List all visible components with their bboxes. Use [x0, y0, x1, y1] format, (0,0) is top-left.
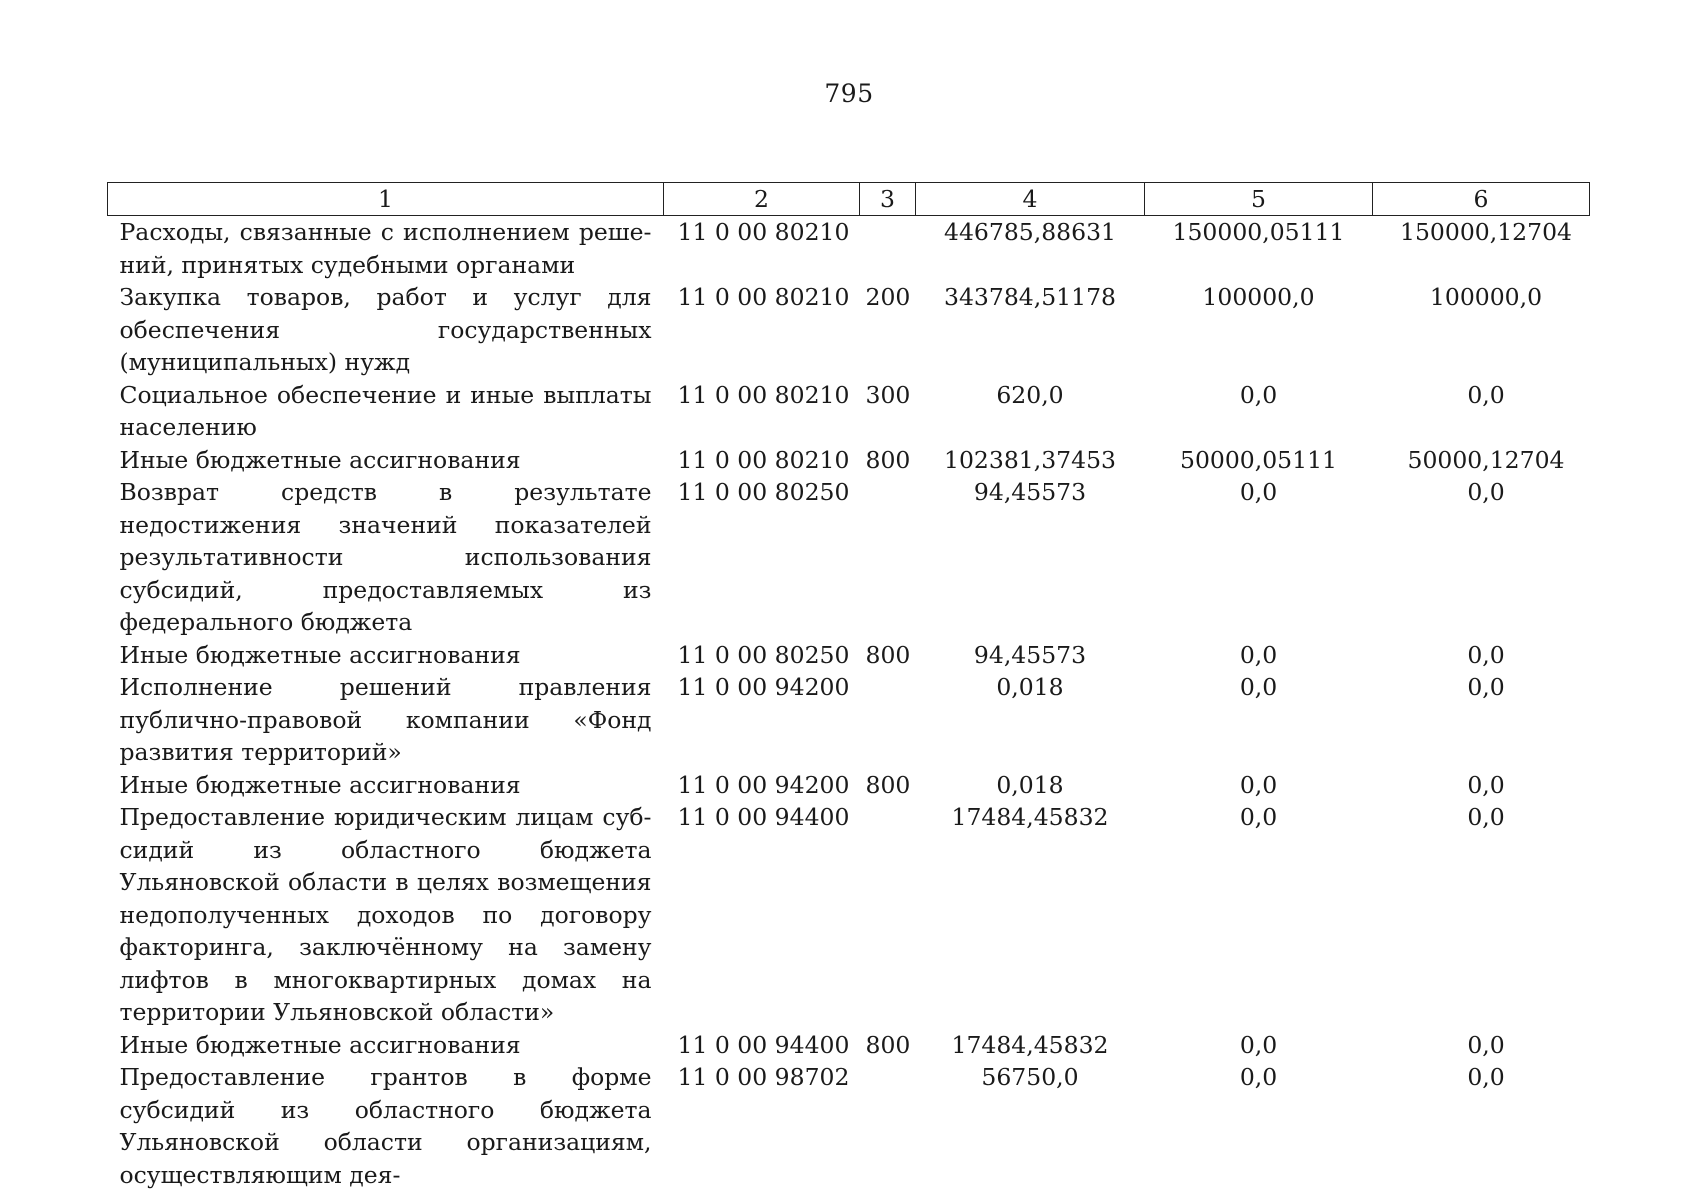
table-row — [108, 639, 1590, 672]
amount-col-5: 0,0 — [1239, 478, 1278, 506]
table-row — [108, 281, 1590, 379]
column-header-1: 1 — [108, 183, 664, 216]
amount-col-4: 0,018 — [996, 770, 1064, 799]
page-number: 795 — [824, 79, 874, 108]
expense-name: Исполнение решений правления публично-правовой компании «Фонд развития территорий» — [119, 673, 652, 766]
expense-type-code: 800 — [865, 770, 911, 799]
amount-col-6: 0,0 — [1467, 770, 1505, 799]
amount-col-6: 0,0 — [1467, 1063, 1505, 1091]
budget-table — [107, 182, 1590, 1191]
table-row — [108, 1061, 1590, 1191]
table-row — [108, 1029, 1590, 1062]
column-header-3: 3 — [860, 183, 916, 216]
table-row — [108, 444, 1590, 477]
amount-col-6: 0,0 — [1467, 673, 1505, 701]
expense-name: Расходы, связанные с исполнением решений, принятых судебными органами — [119, 218, 652, 279]
table-row — [108, 801, 1590, 1029]
expense-name: Иные бюджетные ассигнования — [119, 770, 521, 799]
amount-col-5: 0,0 — [1239, 770, 1278, 799]
amount-col-4: 102381,37453 — [944, 445, 1116, 474]
amount-col-5: 100000,0 — [1202, 283, 1315, 311]
amount-col-6: 0,0 — [1467, 803, 1505, 831]
table-row — [108, 476, 1590, 639]
column-header-5: 5 — [1145, 183, 1373, 216]
amount-col-5: 50000,05111 — [1180, 445, 1337, 474]
expense-type-code: 800 — [865, 640, 911, 669]
expense-name: Предоставление юридическим лицам субсидий из областного бюджета Ульяновской области в целях возмещения недополученных доходов по договору факторинга, заключённому на замену лифтов в многоквартирных домах на территории Ульяновской области» — [119, 803, 652, 1026]
expense-type-code — [860, 1061, 916, 1191]
expense-name: Возврат средств в результате недостижения значений показателей результативности использования субсидий, предоставляемых из федерального бюджета — [119, 478, 652, 636]
expense-name: Иные бюджетные ассигнования — [119, 640, 521, 669]
amount-col-4: 94,45573 — [973, 478, 1087, 506]
expense-type-code — [860, 801, 916, 1029]
table-row — [108, 216, 1590, 282]
amount-col-4: 17484,45832 — [951, 803, 1109, 831]
target-article-code: 11 0 00 80210 — [677, 445, 850, 474]
expense-name: Закупка товаров, работ и услуг для обеспечения государственных (муниципальных) нужд — [119, 283, 652, 376]
expense-type-code — [860, 216, 916, 282]
amount-col-4: 446785,88631 — [944, 218, 1116, 246]
column-header-6: 6 — [1373, 183, 1590, 216]
expense-name: Иные бюджетные ассигнования — [119, 445, 521, 474]
amount-col-4: 0,018 — [996, 673, 1064, 701]
expense-name: Иные бюджетные ассигнования — [119, 1030, 521, 1059]
table-row — [108, 671, 1590, 769]
amount-col-5: 0,0 — [1239, 803, 1278, 831]
target-article-code: 11 0 00 80210 — [677, 380, 850, 409]
amount-col-4: 56750,0 — [981, 1063, 1079, 1091]
amount-col-5: 0,0 — [1239, 640, 1278, 669]
table-header-row — [108, 183, 1590, 216]
amount-col-4: 94,45573 — [973, 640, 1087, 669]
amount-col-4: 343784,51178 — [944, 283, 1116, 311]
amount-col-6: 100000,0 — [1429, 283, 1543, 311]
amount-col-4: 17484,45832 — [951, 1030, 1109, 1059]
expense-type-code — [860, 671, 916, 769]
amount-col-5: 0,0 — [1239, 1063, 1278, 1091]
expense-type-code — [860, 476, 916, 639]
amount-col-5: 0,0 — [1239, 1030, 1278, 1059]
target-article-code: 11 0 00 94400 — [677, 1030, 850, 1059]
expense-name: Социальное обеспечение и иные выплаты населению — [119, 380, 652, 441]
expense-type-code: 300 — [865, 380, 911, 409]
amount-col-6: 0,0 — [1467, 1030, 1505, 1059]
amount-col-4: 620,0 — [996, 380, 1064, 409]
target-article-code: 11 0 00 80250 — [677, 640, 850, 669]
amount-col-6: 150000,12704 — [1400, 218, 1572, 246]
target-article-code: 11 0 00 94200 — [677, 770, 850, 799]
table-row — [108, 379, 1590, 444]
table-row — [108, 769, 1590, 802]
expense-type-code: 200 — [865, 283, 911, 311]
target-article-code: 11 0 00 94200 — [677, 673, 850, 701]
expense-type-code: 800 — [865, 445, 911, 474]
amount-col-6: 0,0 — [1467, 380, 1505, 409]
amount-col-6: 50000,12704 — [1407, 445, 1565, 474]
amount-col-6: 0,0 — [1467, 640, 1505, 669]
target-article-code: 11 0 00 94400 — [677, 803, 850, 831]
expense-type-code: 800 — [865, 1030, 911, 1059]
expense-name: Предоставление грантов в форме субсидий из областного бюджета Ульяновской области организациям, осуществляющим дея- — [119, 1063, 652, 1189]
target-article-code: 11 0 00 80210 — [677, 218, 850, 246]
amount-col-5: 0,0 — [1239, 673, 1278, 701]
column-header-2: 2 — [664, 183, 860, 216]
column-header-4: 4 — [916, 183, 1145, 216]
target-article-code: 11 0 00 80250 — [677, 478, 850, 506]
target-article-code: 11 0 00 80210 — [677, 283, 850, 311]
amount-col-5: 0,0 — [1239, 380, 1278, 409]
amount-col-5: 150000,05111 — [1172, 218, 1345, 246]
amount-col-6: 0,0 — [1467, 478, 1505, 506]
target-article-code: 11 0 00 98702 — [677, 1063, 850, 1091]
